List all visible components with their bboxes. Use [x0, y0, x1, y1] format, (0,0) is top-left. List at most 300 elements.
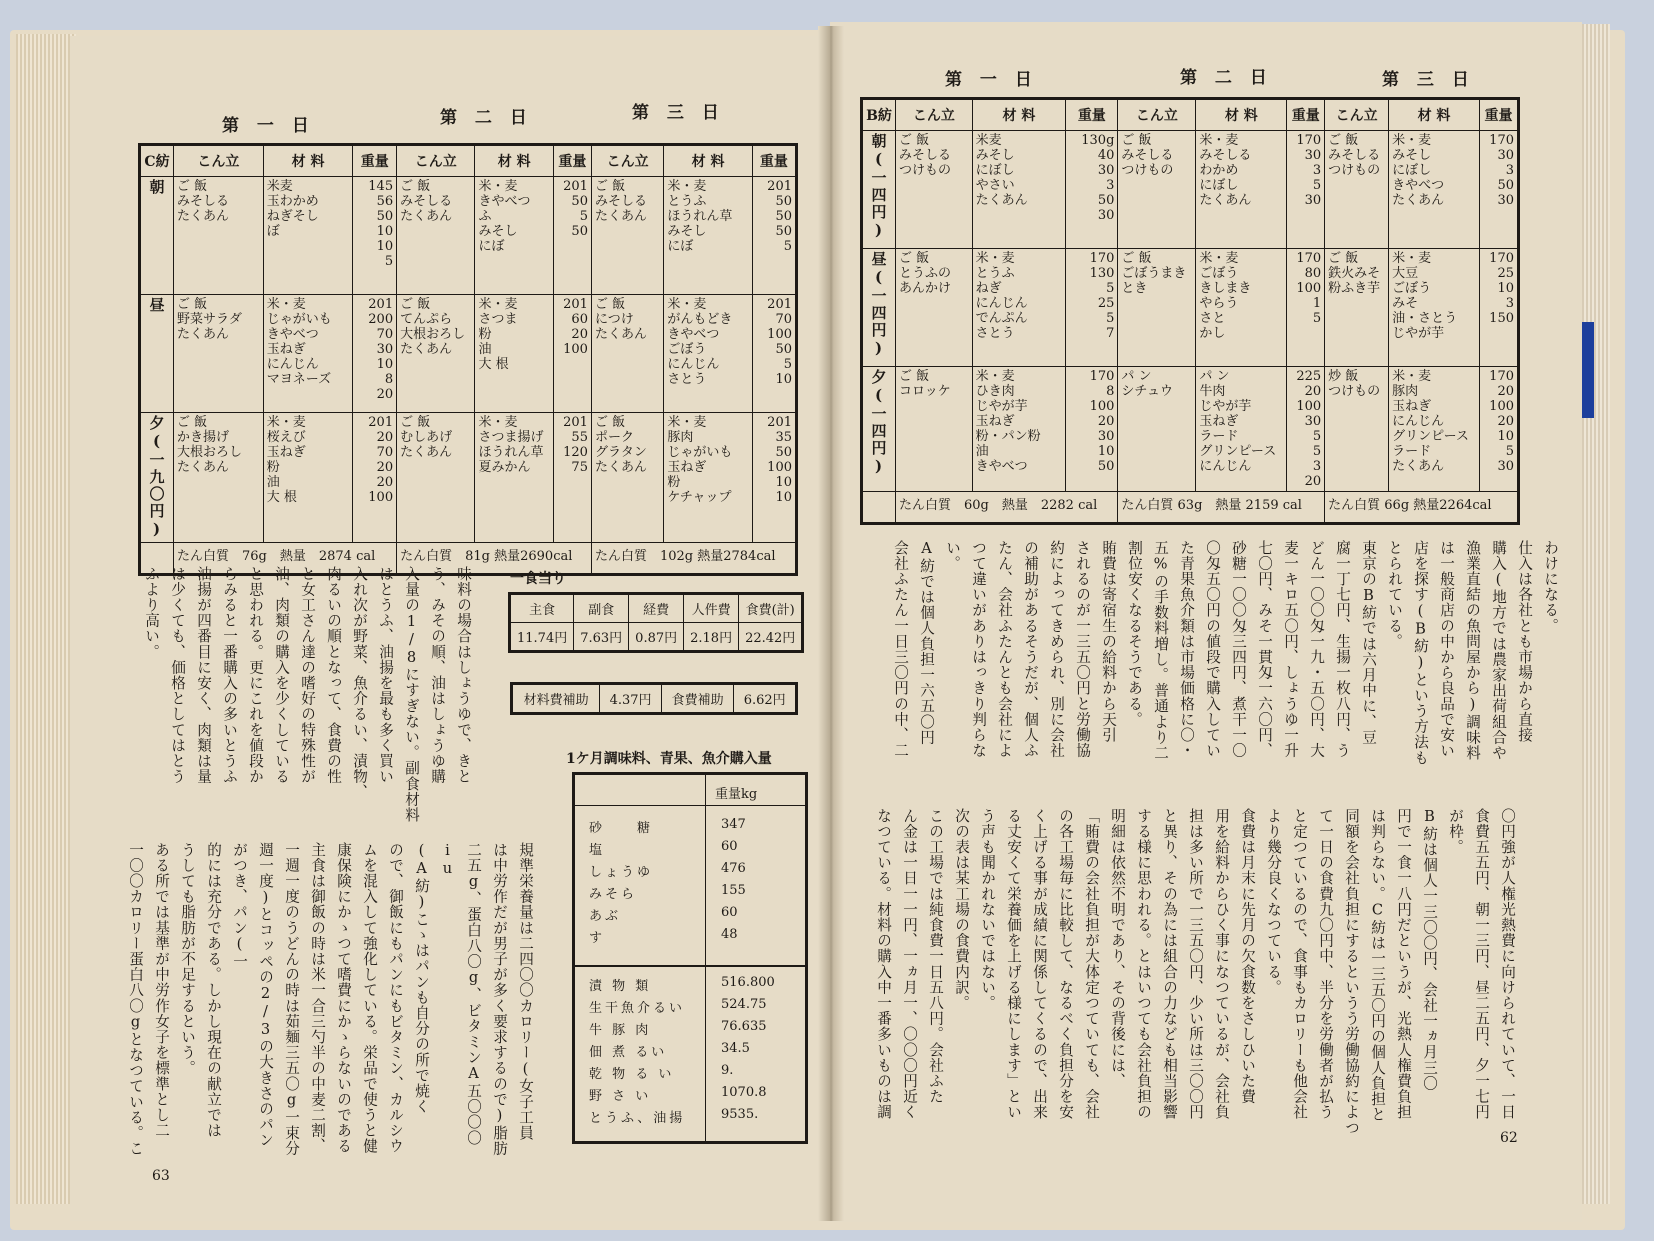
ingredient-cell: [1389, 249, 1480, 367]
totals-spacer: [862, 492, 896, 524]
menu-cell: [174, 177, 264, 295]
menu-items-line: ご 飯: [1121, 251, 1152, 266]
ingredients-line: 油: [266, 475, 280, 490]
menu-items-line: かき揚げ: [177, 430, 230, 445]
meal-label: [862, 367, 896, 492]
ingredients-line: 玉ねぎ: [667, 460, 707, 475]
nutrition-total: たん白質 63g 熱量 2159 cal: [1118, 492, 1325, 524]
ingredients-line: がんもどき: [667, 312, 733, 327]
weights: [1069, 251, 1114, 341]
weights-line: 20: [1097, 414, 1115, 429]
monthly-row: [575, 883, 805, 905]
per-meal-heading: 一食当り: [510, 571, 566, 587]
text-column: 麦一キロ五〇円、しょうゆ一升: [1282, 540, 1299, 759]
menu-items-line: ご 飯: [594, 415, 626, 430]
menu-items-line: パ ン: [1121, 369, 1152, 384]
monthly-row: [575, 905, 805, 927]
weights-line: 10: [775, 490, 792, 505]
page-edges-left: [16, 34, 76, 1204]
ingredient-cell: [475, 295, 553, 413]
text-column: わけになる。: [1542, 540, 1559, 634]
ingredients-line: じゃがいも: [667, 445, 733, 460]
ingredients-line: 粉: [266, 460, 280, 475]
menu-items-line: みそしる: [1121, 148, 1174, 163]
subsidy-cell: 材料費補助: [512, 684, 600, 714]
ingredient-cell: [263, 413, 353, 543]
weights-line: 201: [767, 297, 792, 312]
weight-cell: [553, 177, 591, 295]
weight-cell: [752, 177, 796, 295]
weights-line: 5: [1106, 311, 1115, 326]
menu-items: [1121, 251, 1192, 296]
ingredients-line: じやが芋: [1199, 399, 1252, 414]
menu-items-line: たくあん: [400, 209, 453, 224]
text-column: 腐一丁七円、生揚一枚八円、う: [1334, 540, 1351, 759]
monthly-row: [575, 817, 805, 839]
text-column: の各工場毎に比較して、なるべく負担分を安: [1057, 808, 1074, 1120]
day-header-2: 第 二 日: [440, 108, 533, 128]
text-column: 〇円強が人権光熱費に向けられていて、一日: [1499, 808, 1516, 1120]
ingredients-line: たくあん: [975, 193, 1028, 208]
weights: [756, 415, 792, 505]
weights-line: 170: [1489, 369, 1514, 384]
nutrition-total: たん白質 102g 熱量2784cal: [591, 543, 796, 575]
ingredients-line: ケチャップ: [667, 490, 732, 505]
menu-items-line: ポーク: [594, 430, 634, 445]
weights-line: 5: [783, 357, 792, 372]
weights-line: 50: [376, 209, 394, 224]
ingredients-line: にんじん: [975, 296, 1028, 311]
text-column: 賄費は寄宿生の給料から天引: [1100, 540, 1117, 743]
text-column: 肉るいの順となって、食費の性: [325, 566, 342, 785]
ingredients-line: 粉・パン粉: [975, 429, 1041, 444]
monthly-row: [575, 1063, 805, 1085]
weights-line: 30: [1097, 208, 1115, 223]
ingredients-line: きやべつ: [478, 194, 531, 209]
text-column: く上げる事が成績に関係してくるので、出来: [1031, 808, 1048, 1120]
ingredients-line: みそし: [1392, 148, 1432, 163]
text-column: の補助があるそうだが、個人ふ: [1022, 540, 1039, 759]
text-column: A紡では個人負担一六五〇円: [918, 540, 935, 746]
weights-line: 225: [1296, 369, 1322, 384]
ingredient-cell: [664, 295, 752, 413]
weights-line: 70: [376, 445, 394, 460]
ingredients-line: にぼし: [1199, 178, 1239, 193]
menu-items-line: ご 飯: [400, 415, 431, 430]
monthly-item: 野 さ い: [589, 1089, 652, 1104]
weights: [557, 297, 588, 357]
ingredients-line: みそしる: [1199, 148, 1252, 163]
menu-items-line: みそしる: [594, 194, 647, 209]
menu-items-line: たくあん: [177, 327, 230, 342]
ingredients-line: 米・麦: [1199, 251, 1239, 266]
body-text-left-upper: [143, 566, 476, 826]
table-row: [140, 177, 797, 295]
menu-items-line: たくあん: [400, 342, 453, 357]
text-column: 二五g、蛋白八〇g、ビタミンA五〇〇〇iu: [439, 842, 482, 1146]
menu-items-line: たくあん: [594, 460, 647, 475]
day-header-3: 第 三 日: [632, 103, 725, 123]
body-text-left-lower: [127, 842, 538, 1162]
text-column: 週一度)とコッペの2/3の大きさのパンがつき、パン(一: [231, 842, 274, 1148]
weight-cell: [353, 413, 397, 543]
ingredients-line: 玉ねぎ: [1392, 399, 1432, 414]
ingredients-line: きやべつ: [667, 327, 720, 342]
weights-line: 100: [1089, 399, 1115, 414]
weights-line: 20: [571, 327, 588, 342]
text-column: 砂糖一〇〇匁三四円、煮干一〇: [1230, 540, 1247, 759]
monthly-weight: 9.: [721, 1063, 734, 1078]
ingredients-line: 米・麦: [667, 415, 707, 430]
text-column: 味料の場合はしょうゆで、きと: [455, 566, 472, 785]
ingredients-line: ねぎそし: [266, 209, 319, 224]
text-column: は中労作だが男子が多く要求するので)脂肪: [491, 842, 508, 1157]
table-row: [862, 131, 1519, 249]
day-header-3: 第 三 日: [1382, 70, 1475, 90]
ingredients: [976, 251, 1063, 341]
column-header: こん立: [896, 99, 973, 131]
text-column: 担は多い所で一三五〇円、少い所は三〇〇円: [1187, 808, 1204, 1120]
weights: [756, 179, 792, 254]
ingredients-line: にぼし: [975, 163, 1015, 178]
ingredients: [976, 369, 1063, 474]
text-column: 食費は月末に先月の欠食数をさしひいた費: [1239, 808, 1256, 1105]
ingredients: [667, 179, 748, 254]
text-column: 会社ふたん一日三〇円の中、二: [892, 540, 909, 759]
menu-items-line: みそしる: [177, 194, 230, 209]
ingredients-line: 油・さとう: [1392, 311, 1458, 326]
weights-line: 3: [1312, 163, 1322, 178]
subsidy-cell: 食費補助: [661, 684, 734, 714]
weights-line: 3: [1505, 163, 1514, 178]
menu-items-line: たくあん: [177, 460, 230, 475]
ingredients-line: きやべつ: [975, 459, 1028, 474]
weights-line: 40: [1097, 148, 1115, 163]
weights-line: 10: [1497, 281, 1514, 296]
weights: [1483, 133, 1514, 208]
ingredient-cell: [1196, 249, 1287, 367]
ingredients-line: ほうれん草: [667, 209, 733, 224]
weights-line: 100: [368, 490, 394, 505]
ingredients-line: みそ: [1392, 296, 1419, 311]
weights: [1483, 369, 1514, 474]
weights-line: 3: [1106, 178, 1115, 193]
weights-line: 100: [767, 460, 792, 475]
ingredients-line: グリンピース: [1199, 444, 1277, 459]
weights-line: 56: [376, 194, 394, 209]
monthly-item: みそら: [589, 887, 638, 902]
menu-table-b-mill: [860, 97, 1520, 525]
weights-line: 30: [376, 342, 394, 357]
menu-items: [595, 415, 660, 475]
monthly-row: [575, 1085, 805, 1107]
monthly-weight: 347: [721, 817, 746, 832]
text-column: 主食は御飯の時は米一合三勺半の中麦二割、: [309, 842, 326, 1154]
text-column: 店を探す(B紡)という方法も: [1412, 540, 1429, 766]
column-header: 材 料: [475, 145, 553, 177]
monthly-item: 乾 物 る い: [589, 1067, 675, 1082]
ingredients-line: 油: [975, 444, 989, 459]
weights-line: 20: [1497, 384, 1514, 399]
weights-line: 10: [376, 357, 394, 372]
weight-cell: [1479, 249, 1518, 367]
weights-line: 201: [563, 179, 588, 194]
monthly-row: [575, 927, 805, 949]
ingredients-line: 油: [478, 342, 492, 357]
monthly-item: 佃 煮 るい: [589, 1045, 668, 1060]
column-header: こん立: [174, 145, 264, 177]
menu-cell: [591, 295, 663, 413]
menu-items: [1121, 133, 1192, 178]
ingredients-line: やさい: [975, 178, 1015, 193]
ingredients-line: パ ン: [1199, 369, 1230, 384]
ingredients-line: ごぼう: [1392, 281, 1432, 296]
text-column: ある所では基準が中労作女子を標準とし二: [153, 842, 170, 1139]
meal-label: [140, 295, 174, 413]
weights-line: 5: [1312, 311, 1322, 326]
ingredients-line: にんじん: [266, 357, 319, 372]
ingredient-cell: [1389, 131, 1480, 249]
text-column: とられている。: [1386, 540, 1403, 650]
text-column: どん一〇〇匁一九・五〇円、大: [1308, 540, 1325, 759]
column-header: こん立: [397, 145, 475, 177]
weights-line: 5: [1505, 444, 1514, 459]
column-header: 重量: [1479, 99, 1518, 131]
blue-bookmark-tab: [1582, 322, 1594, 418]
weights-line: 20: [376, 430, 394, 445]
column-header: 材 料: [1196, 99, 1287, 131]
weights-line: 200: [368, 312, 394, 327]
weights-line: 50: [775, 194, 792, 209]
menu-items-line: みそしる: [1328, 148, 1381, 163]
ingredient-cell: [263, 177, 353, 295]
menu-cell: [591, 413, 663, 543]
meal-label-text: 夕(一九〇円): [147, 415, 166, 540]
ingredients-line: 玉ねぎ: [266, 342, 306, 357]
weights-line: 130: [1089, 266, 1115, 281]
ingredients-line: じゃがいも: [266, 312, 332, 327]
monthly-weight: 60: [721, 839, 738, 854]
menu-items-line: 大根おろし: [400, 327, 466, 342]
text-column: 入れ次が野菜、魚介るい、漬物、: [351, 566, 368, 800]
weights-line: 30: [1497, 148, 1514, 163]
ingredients-line: 米・麦: [1392, 369, 1432, 384]
ingredients-line: 大 根: [478, 357, 509, 372]
weights-line: 5: [1312, 429, 1322, 444]
text-column: 入量の1/8にすぎない。副食材料: [403, 566, 420, 823]
menu-items: [899, 133, 969, 178]
text-column: と思われる。更にこれを値段か: [247, 566, 264, 785]
monthly-item: しょうゆ: [589, 865, 654, 880]
text-column: B紡は個人一三〇〇円、会社一ヵ月三〇: [1421, 808, 1438, 1092]
ingredients-line: 玉ねぎ: [266, 445, 306, 460]
weights-line: 20: [1497, 414, 1514, 429]
ingredients-line: 米・麦: [478, 179, 518, 194]
ingredients-line: にんじん: [1392, 414, 1445, 429]
weights-line: 10: [775, 475, 792, 490]
ingredients-line: 米・麦: [266, 415, 306, 430]
weights-line: 170: [1489, 133, 1514, 148]
menu-items-line: ご 飯: [177, 415, 208, 430]
meal-label: [140, 413, 174, 543]
menu-cell: [1118, 367, 1196, 492]
table-row: [140, 295, 797, 413]
weights-line: 170: [1296, 133, 1322, 148]
monthly-item: 生干魚介るい: [589, 1001, 686, 1016]
menu-items-line: つけもの: [899, 163, 952, 178]
ingredient-cell: [1196, 367, 1287, 492]
menu-items-line: 炒 飯: [1328, 369, 1359, 384]
weights: [756, 297, 792, 387]
text-column: 一〇〇カロリー蛋白八〇gとなつている。こ: [127, 842, 144, 1157]
menu-cell: [896, 249, 973, 367]
meal-label-text: 夕(一四円): [869, 369, 888, 477]
weights: [1290, 133, 1321, 208]
column-header: 材 料: [1389, 99, 1480, 131]
menu-items-line: シチュウ: [1121, 384, 1174, 399]
ingredients-line: 米・麦: [975, 369, 1015, 384]
menu-table-c-mill: [138, 143, 798, 576]
monthly-row: [575, 1107, 805, 1129]
ingredients: [976, 133, 1063, 208]
column-header: 材 料: [263, 145, 353, 177]
ingredients-line: 大 根: [266, 490, 297, 505]
ingredients-line: 牛肉: [1199, 384, 1226, 399]
weights-line: 60: [571, 312, 588, 327]
ingredients-line: 米・麦: [667, 179, 707, 194]
menu-items-line: みそしる: [899, 148, 952, 163]
weight-cell: [1287, 131, 1325, 249]
weights-line: 100: [767, 327, 792, 342]
monthly-item: 砂 糖: [589, 821, 654, 836]
text-column: (A紡)こゝはパンも自分の所で焼く: [413, 842, 430, 1115]
weights-line: 30: [1097, 163, 1115, 178]
menu-items-line: つけもの: [1328, 384, 1381, 399]
text-column: 用を給料からひく事になつているが、会社負: [1213, 808, 1230, 1120]
monthly-weight: 76.635: [721, 1019, 767, 1034]
menu-cell: [174, 295, 264, 413]
ingredients: [667, 415, 748, 505]
weights-line: 5: [579, 209, 588, 224]
ingredients-line: きやべつ: [266, 327, 319, 342]
text-column: は一般商店の中から良品で安い: [1438, 540, 1455, 759]
menu-items-line: 野菜サラダ: [177, 312, 242, 327]
body-text-right-lower: [860, 808, 1520, 1148]
weights-line: 201: [563, 415, 588, 430]
ingredients-line: 豚肉: [1392, 384, 1419, 399]
text-column: たん、会社ふたんとも会社によ: [996, 540, 1013, 759]
text-column: 「賄費の会社負担が大体定つていても、会社: [1083, 808, 1100, 1120]
table-row: [862, 249, 1519, 367]
monthly-item: 漬 物 類: [589, 979, 652, 994]
text-column: 次の表は某工場の食費内訳。: [953, 808, 970, 1011]
weights: [1483, 251, 1514, 326]
ingredients: [667, 297, 748, 387]
weights-line: 50: [775, 209, 792, 224]
text-column: 〇匁五〇円の値段で購入してい: [1204, 540, 1221, 759]
ingredient-cell: [1389, 367, 1480, 492]
ingredients-line: さつま揚げ: [478, 430, 544, 445]
text-column: する様に思われる。とはいつても会社負担の: [1135, 808, 1152, 1120]
ingredients-line: 米・麦: [266, 297, 306, 312]
text-column: 仕入は各社とも市場から直接: [1516, 540, 1533, 743]
monthly-weight: 524.75: [721, 997, 767, 1012]
ingredients-line: みそし: [667, 224, 707, 239]
menu-items: [595, 297, 660, 342]
menu-items-line: ご 飯: [1328, 133, 1359, 148]
weights: [356, 415, 393, 505]
column-header: 材 料: [972, 99, 1066, 131]
column-header: 重量: [353, 145, 397, 177]
ingredients-line: でんぷん: [975, 311, 1028, 326]
menu-items: [1121, 369, 1192, 399]
ingredients-line: 米・麦: [667, 297, 707, 312]
menu-items-line: につけ: [594, 312, 634, 327]
ingredients-line: 米・麦: [1199, 133, 1239, 148]
text-column: い。: [944, 540, 961, 572]
column-header: 材 料: [664, 145, 752, 177]
menu-items: [1328, 133, 1385, 178]
monthly-item: す: [589, 931, 606, 946]
text-column: 購入(地方では農家出荷組合や: [1490, 540, 1507, 761]
weights-line: 70: [376, 327, 394, 342]
menu-items-line: ご 飯: [899, 133, 930, 148]
ingredients-line: ラード: [1392, 444, 1432, 459]
ingredients-line: 米麦: [266, 179, 293, 194]
menu-items-line: たくあん: [400, 445, 453, 460]
weights-line: 145: [368, 179, 394, 194]
menu-items: [400, 415, 471, 460]
weights-line: 201: [767, 415, 792, 430]
monthly-weight: 155: [721, 883, 746, 898]
ingredient-cell: [664, 413, 752, 543]
ingredients-line: ごぼう: [667, 342, 707, 357]
monthly-weight: 48: [721, 927, 738, 942]
text-column: この工場では純食費一日五八円。会社ふた: [927, 808, 944, 1105]
text-column: 明細は依然不明であり、その背後には、: [1109, 808, 1126, 1089]
weights: [356, 179, 393, 269]
text-column: 円で一食一八円だというが、光熱人権費負担: [1395, 808, 1412, 1120]
menu-items-line: あんかけ: [899, 281, 952, 296]
weights-line: 5: [384, 254, 394, 269]
text-column: て一日の食費九〇円中、半分を労働者が払う: [1317, 808, 1334, 1120]
monthly-weight: 476: [721, 861, 746, 876]
per-meal-value: 11.74円: [510, 623, 574, 652]
meal-label-text: 朝(一四円): [869, 133, 888, 241]
page-number-right: 62: [1500, 1130, 1518, 1146]
menu-items: [1328, 251, 1385, 296]
ingredients-line: たくあん: [1392, 459, 1445, 474]
meal-label-text: 昼(一四円): [869, 251, 888, 359]
per-meal-value: 2.18円: [684, 623, 739, 652]
weights-line: 50: [571, 194, 588, 209]
text-column: 油揚が四番目に安く、肉類は量: [195, 566, 212, 785]
ingredients-line: やらう: [1199, 296, 1239, 311]
text-column: 食費五五円、朝一三円、昼二五円、夕一七円: [1473, 808, 1490, 1120]
weights-line: 30: [1304, 193, 1322, 208]
weight-cell: [353, 177, 397, 295]
weights-line: 5: [1312, 444, 1322, 459]
weights-line: 30: [1304, 148, 1322, 163]
weights-line: 70: [775, 312, 792, 327]
weights-line: 201: [368, 297, 394, 312]
ingredients-line: さと: [1199, 311, 1226, 326]
ingredients: [478, 179, 549, 254]
monthly-weight: 516.800: [721, 975, 775, 990]
text-column: う声も聞かれないではない。: [979, 808, 996, 1011]
ingredients-line: ほうれん草: [478, 445, 544, 460]
text-column: た青果魚介類は市場価格に〇・: [1178, 540, 1195, 759]
